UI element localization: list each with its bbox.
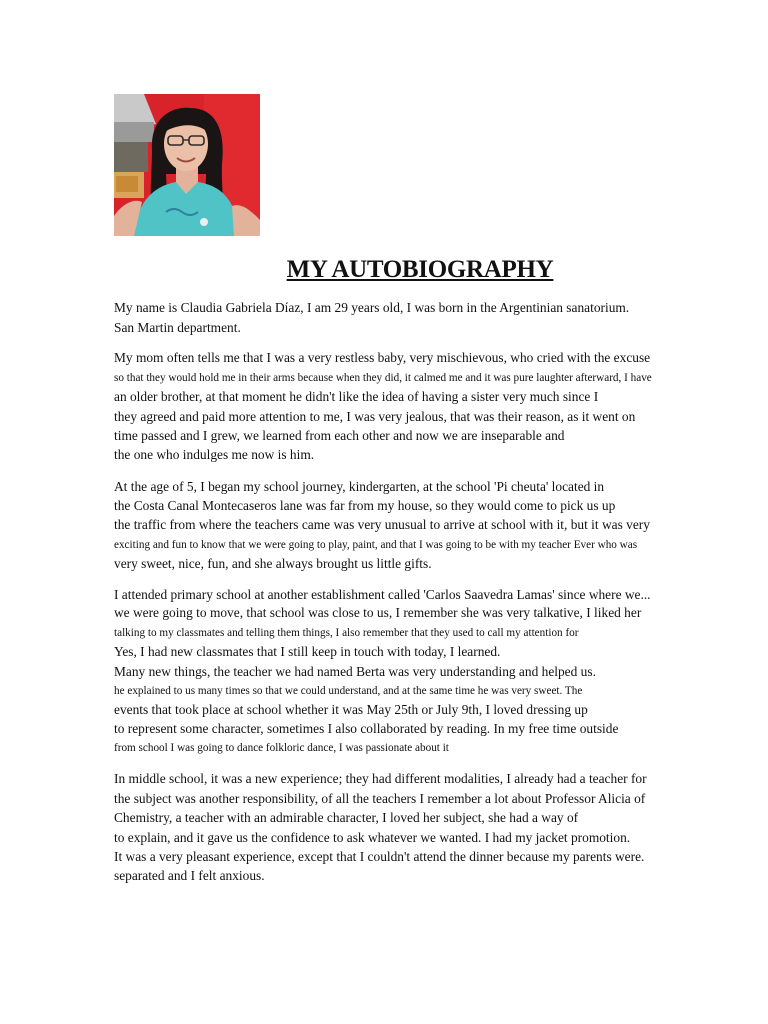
text-line: time passed and I grew, we learned from each other and now we are inseparable and: [114, 428, 565, 443]
text-line: the traffic from where the teachers came was very unusual to arrive at school with it, but it was very: [114, 517, 650, 532]
text-line: I attended primary school at another establishment called 'Carlos Saavedra Lamas' since where we...: [114, 587, 651, 602]
text-line: we were going to move, that school was close to us, I remember she was very talkative, I liked her: [114, 605, 642, 620]
text-line: It was a very pleasant experience, except that I couldn't attend the dinner because my parents were.: [114, 849, 645, 864]
text-line: events that took place at school whether it was May 25th or July 9th, I loved dressing up: [114, 702, 588, 717]
text-line: they agreed and paid more attention to me, I was very jealous, that was their reason, as it went on: [114, 409, 636, 424]
text-line: an older brother, at that moment he didn't like the idea of having a sister very much since I: [114, 389, 599, 404]
page-title: MY AUTOBIOGRAPHY: [286, 256, 554, 283]
text-line: the Costa Canal Montecaseros lane was far from my house, so they would come to pick us up: [114, 498, 616, 513]
text-line: At the age of 5, I began my school journey, kindergarten, at the school 'Pi cheuta' located in: [114, 479, 605, 494]
text-line: Chemistry, a teacher with an admirable character, I loved her subject, she had a way of: [114, 810, 579, 825]
text-line: San Martin department.: [114, 320, 241, 335]
text-line: from school I was going to dance folkloric dance, I was passionate about it: [114, 742, 449, 754]
text-line: In middle school, it was a new experience; they had different modalities, I already had a teacher for: [114, 771, 647, 786]
author-photo: [114, 94, 260, 236]
text-line: so that they would hold me in their arms because when they did, it calmed me and it was pure laughter afterward, I have: [114, 372, 652, 384]
text-line: My mom often tells me that I was a very restless baby, very mischievous, who cried with the excuse: [114, 350, 651, 365]
text-line: separated and I felt anxious.: [114, 868, 265, 883]
text-line: to represent some character, sometimes I also collaborated by reading. In my free time outside: [114, 721, 619, 736]
text-line: My name is Claudia Gabriela Díaz, I am 29 years old, I was born in the Argentinian sanatorium.: [114, 300, 630, 315]
text-line: Yes, I had new classmates that I still keep in touch with today, I learned.: [114, 644, 501, 659]
text-line: to explain, and it gave us the confidence to ask whatever we wanted. I had my jacket promotion.: [114, 830, 631, 845]
text-line: Many new things, the teacher we had named Berta was very understanding and helped us.: [114, 664, 596, 679]
text-line: talking to my classmates and telling them things, I also remember that they used to call my attention for: [114, 627, 579, 639]
text-line: very sweet, nice, fun, and she always brought us little gifts.: [114, 556, 432, 571]
text-line: he explained to us many times so that we could understand, and at the same time he was very sweet. The: [114, 685, 583, 697]
text-line: exciting and fun to know that we were going to play, paint, and that I was going to be with my teacher Ever who was: [114, 539, 638, 551]
text-line: the one who indulges me now is him.: [114, 447, 315, 462]
text-line: the subject was another responsibility, of all the teachers I remember a lot about Professor Alicia of: [114, 791, 646, 806]
